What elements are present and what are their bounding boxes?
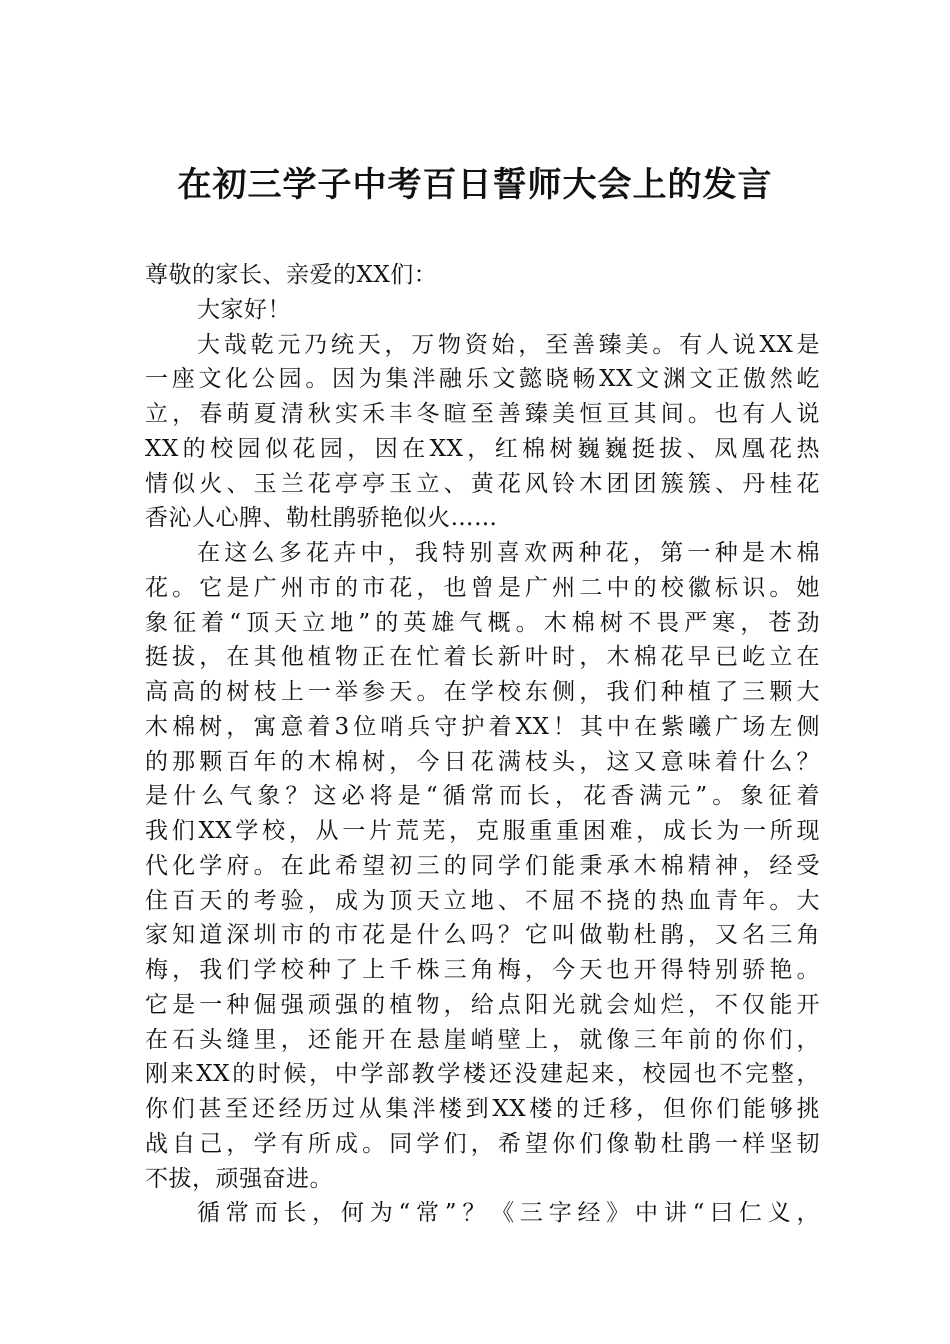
text-line: 我们XX学校，从一片荒芜，克服重重困难，成长为一所现 <box>145 818 820 844</box>
text-line: 刚来XX的时候，中学部教学楼还没建起来，校园也不完整， <box>145 1061 820 1088</box>
text-line: 香沁人心脾、勒杜鹃骄艳似火…… <box>145 505 498 532</box>
text-line: 你们甚至还经历过从集泮楼到XX楼的迁移，但你们能够挑 <box>145 1096 820 1122</box>
text-line: 情似火、玉兰花亭亭玉立、黄花风铃木团团簇簇、丹桂花 <box>145 470 820 497</box>
text-line: 循常而长，何为“常”？《三字经》中讲“曰仁义， <box>197 1200 820 1227</box>
text-line: 象征着“顶天立地”的英雄气概。木棉树不畏严寒，苍劲 <box>145 609 820 636</box>
text-line: 挺拔，在其他植物正在忙着长新叶时，木棉花早已屹立在 <box>145 644 820 671</box>
text-line: 住百天的考验，成为顶天立地、不屈不挠的热血青年。大 <box>145 887 820 914</box>
text-line: 大哉乾元乃统天，万物资始，至善臻美。有人说XX是 <box>197 331 820 358</box>
text-line: 一座文化公园。因为集泮融乐文懿晓畅XX文渊文正傲然屹 <box>145 366 820 393</box>
text-line: 在石头缝里，还能开在悬崖峭壁上，就像三年前的你们， <box>145 1026 820 1053</box>
text-line: 梅，我们学校种了上千株三角梅，今天也开得特别骄艳。 <box>145 957 820 983</box>
text-line: 高高的树枝上一举参天。在学校东侧，我们种植了三颗大 <box>145 679 820 705</box>
text-line: 代化学府。在此希望初三的同学们能秉承木棉精神，经受 <box>145 852 820 879</box>
text-line: XX的校园似花园，因在XX，红棉树巍巍挺拔、凤凰花热 <box>145 435 820 462</box>
text-line: 尊敬的家长、亲爱的XX们： <box>145 262 438 288</box>
document-title: 在初三学子中考百日誓师大会上的发言 <box>177 165 773 205</box>
document-body <box>145 258 820 1231</box>
text-line: 它是一种倔强顽强的植物，给点阳光就会灿烂，不仅能开 <box>145 991 820 1018</box>
text-line: 不拔，顽强奋进。 <box>145 1165 333 1192</box>
text-line: 立，春萌夏清秋实禾丰冬暄至善臻美恒亘其间。也有人说 <box>145 401 820 427</box>
text-line: 在这么多花卉中，我特别喜欢两种花，第一种是木棉 <box>197 540 820 566</box>
text-line: 战自己，学有所成。同学们，希望你们像勒杜鹃一样坚韧 <box>145 1130 820 1157</box>
text-line: 大家好！ <box>197 296 291 323</box>
text-line: 木棉树，寓意着3位哨兵守护着XX！其中在紫曦广场左侧 <box>145 713 820 740</box>
text-line: 是什么气象？这必将是“循常而长，花香满元”。象征着 <box>145 783 820 810</box>
text-line: 花。它是广州市的市花，也曾是广州二中的校徽标识。她 <box>145 574 820 601</box>
text-line: 家知道深圳市的市花是什么吗？它叫做勒杜鹃，又名三角 <box>145 922 820 949</box>
text-line: 的那颗百年的木棉树，今日花满枝头，这又意味着什么？ <box>145 748 820 775</box>
